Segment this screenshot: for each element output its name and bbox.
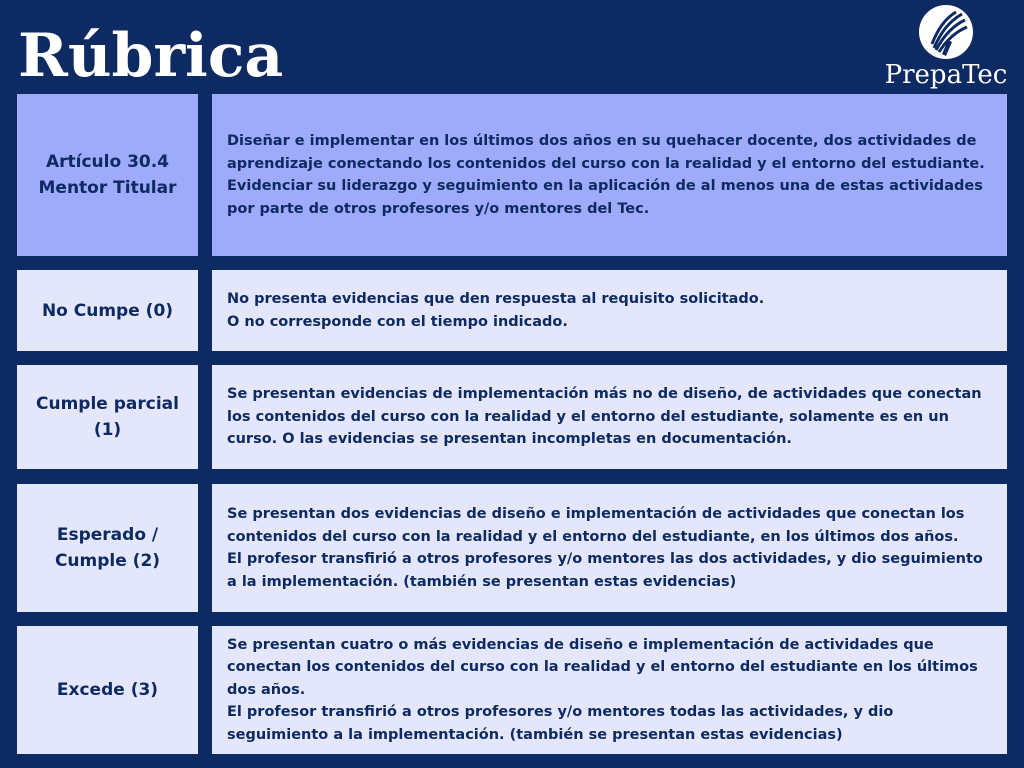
criterion-description-cell — [212, 94, 1007, 256]
rubric-row-criterion — [17, 94, 1007, 256]
prepatec-logo — [884, 4, 1008, 96]
criterion-label-cell — [17, 94, 198, 256]
level-3-label-cell — [17, 626, 198, 754]
level-2-label-cell — [17, 484, 198, 612]
level-1-description: Se presentan evidencias de implementación más no de diseño, de actividades que conectan los contenidos del curso con la realidad y el entorno del estudiante, solamente es en un curso. O las evidencias se presentan incompletas en documentación. — [227, 386, 982, 448]
criterion-description: Diseñar e implementar en los últimos dos años en su quehacer docente, dos actividades de aprendizaje conectando los contenidos del curso con la realidad y el entorno del estudiante. Evidenciar su liderazgo y seguimiento en la aplicación de al menos una de estas actividades por parte de otros profesores y/o mentores del Tec. — [227, 133, 985, 217]
level-0-label: No Cumpe (0) — [41, 300, 174, 321]
rubric-row-level-1 — [17, 365, 1007, 469]
level-2-description-cell — [212, 484, 1007, 612]
page-title: Rúbrica — [18, 21, 284, 91]
level-2-description: Se presentan dos evidencias de diseño e implementación de actividades que conectan los contenidos del curso con la realidad y el entorno del estudiante, en los últimos dos años. El profesor transfirió a otros profesores y/o mentores las dos actividades, y dio seguimiento a la implementación. (también se presentan estas evidencias) — [227, 506, 983, 590]
level-1-label-cell — [17, 365, 198, 469]
level-2-label: Esperado / Cumple (2) — [54, 525, 161, 571]
rubric-row-level-3 — [17, 626, 1007, 754]
criterion-label: Artículo 30.4 Mentor Titular — [38, 152, 177, 198]
level-1-description-cell — [212, 365, 1007, 469]
level-3-description: Se presentan cuatro o más evidencias de diseño e implementación de actividades que conectan los contenidos del curso con la realidad y el entorno del estudiante en los últimos dos años. El profesor transfirió a otros profesores y/o mentores todas las actividades, y dio seguimiento a la implementación. (también se presentan estas evidencias) — [227, 636, 978, 743]
level-0-label-cell — [17, 270, 198, 351]
level-3-label: Excede (3) — [56, 680, 159, 700]
level-1-label: Cumple parcial (1) — [36, 394, 179, 440]
rubric-row-level-0 — [17, 270, 1007, 351]
rubric-row-level-2 — [17, 484, 1007, 612]
prepatec-torch-icon — [918, 4, 974, 60]
logo-text: PrepaTec — [884, 60, 1008, 90]
level-0-description-cell — [212, 270, 1007, 351]
level-0-description: No presenta evidencias que den respuesta al requisito solicitado. O no corresponde con el tiempo indicado. — [227, 291, 765, 330]
level-3-description-cell — [212, 626, 1007, 754]
